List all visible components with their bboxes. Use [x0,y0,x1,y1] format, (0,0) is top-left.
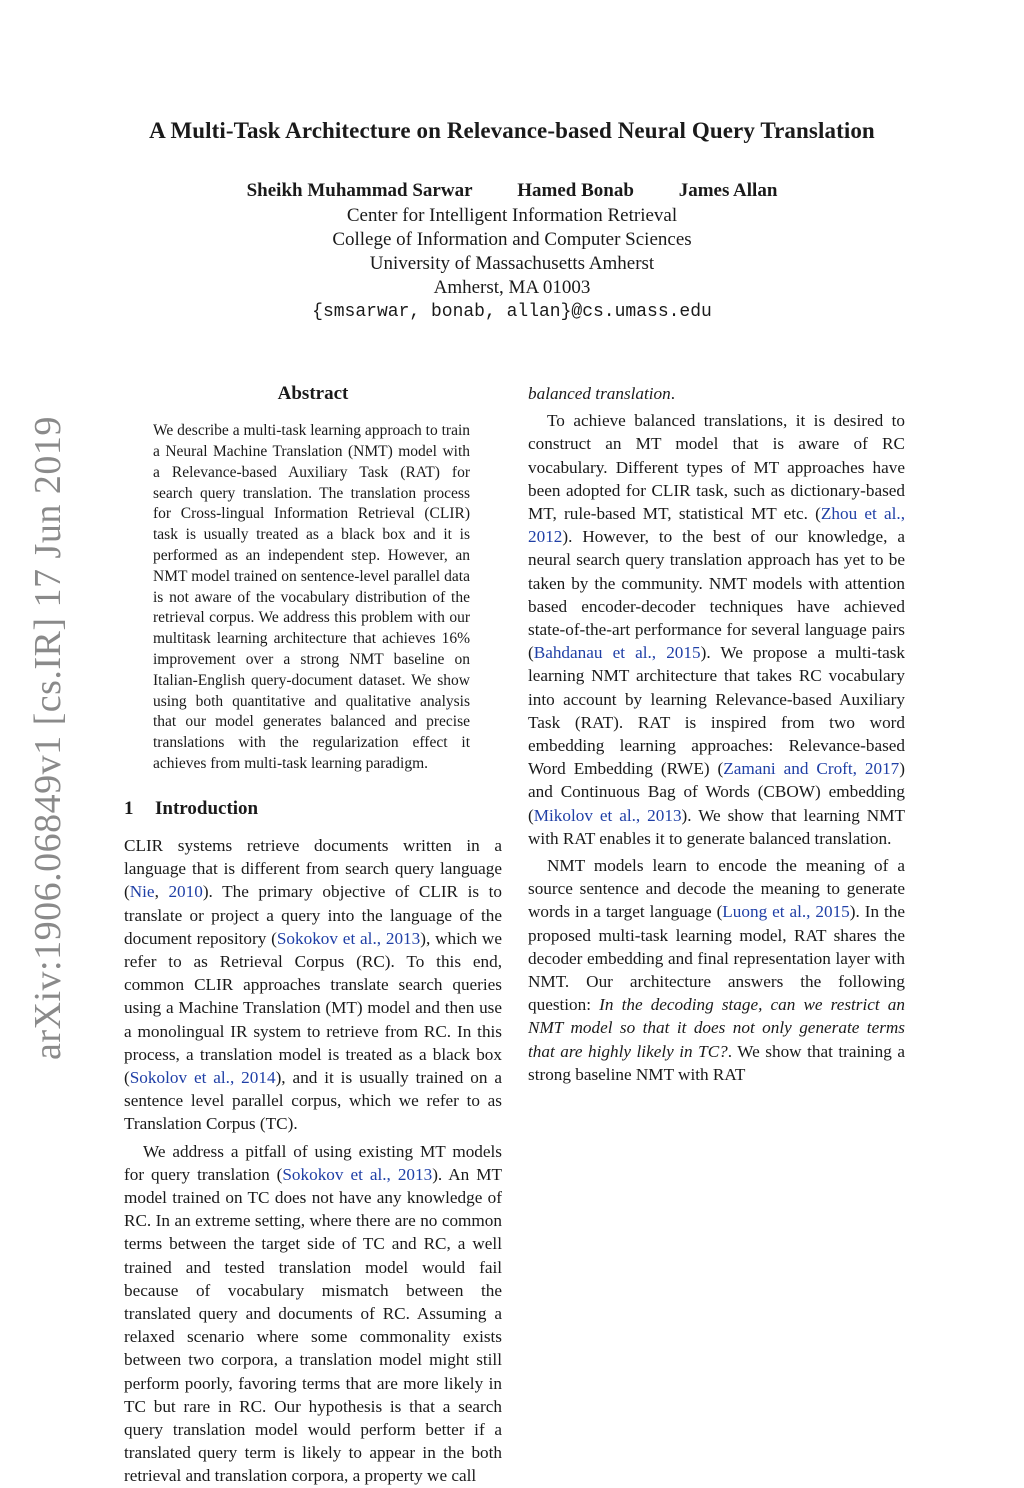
affiliation-line: Amherst, MA 01003 [433,277,591,298]
citation-link[interactable]: 2010 [168,882,203,902]
author-name: James Allan [678,180,778,201]
citation-link[interactable]: Zhou et al., 2012 [528,504,905,547]
affiliation-line: Center for Intelligent Information Retrieval [346,205,678,226]
author-name: Hamed Bonab [517,180,634,201]
paper-title: A Multi-Task Architecture on Relevance-based Neural Query Translation [149,118,875,143]
citation-link[interactable]: Bahdanau et al., 2015 [533,643,701,663]
paragraph: balanced translation. [528,384,676,403]
affiliation-line: University of Massachusetts Amherst [369,253,655,274]
paragraph: CLIR systems retrieve documents written in a language that is different from search query language (Nie, 2010). The primary objective of CLIR is to translate or project a query into the language of the document repository (Sokokov et al., 2013), which we refer to as Retrieval Corpus (RC). To this end, common CLIR approaches translate search queries using a Machine Translation (MT) model and then use a monolingual IR system to retrieve from RC. In this process, a translation model is treated as a black box (Sokolov et al., 2014), and it is usually trained on a sentence level parallel corpus, which we refer to as Translation Corpus (TC). [124,835,502,1134]
author-list [0,180,1024,202]
citation-link[interactable]: Nie [129,882,155,902]
right-column [528,382,905,1086]
citation-link[interactable]: Sokolov et al., 2014 [129,1067,276,1087]
citation-link[interactable]: Zamani and Croft, 2017 [723,759,900,779]
section-title: Introduction [155,797,259,819]
citation-link[interactable]: Sokokov et al., 2013 [282,1164,433,1184]
abstract-heading: Abstract [277,383,349,404]
paragraph: NMT models learn to encode the meaning of a source sentence and decode the meaning to generate words in a target language (Luong et al., 2015). In the proposed multi-task learning model, RAT shares the decoder embedding and final representation layer with NMT. Our architecture answers the following question: In the decoding stage, can we restrict an NMT model so that it does not only generate terms that are highly likely in TC?. We show that training a strong baseline NMT with RAT [528,856,905,1084]
affiliation-line: College of Information and Computer Sciences [332,229,692,250]
author-emails: {smsarwar, bonab, allan}@cs.umass.edu [312,302,712,322]
emphasis-text: balanced translation [528,384,671,403]
citation-link[interactable]: Luong et al., 2015 [722,902,850,922]
paragraph: To achieve balanced translations, it is desired to construct an MT model that is aware of RC vocabulary. Different types of MT approaches have been adopted for CLIR task, such as dictionary-based MT, rule-based MT, statistical MT etc. (Zhou et al., 2012). However, to the best of our knowledge, a neural search query translation approach has yet to be taken by the community. NMT models with attention based encoder-decoder techniques have achieved state-of-the-art performance for several language pairs (Bahdanau et al., 2015). We propose a multi-task learning NMT architecture that takes RC vocabulary into account by learning Relevance-based Auxiliary Task (RAT). RAT is inspired from two word embedding learning approaches: Relevance-based Word Embedding (RWE) (Zamani and Croft, 2017) and Continuous Bag of Words (CBOW) embedding (Mikolov et al., 2013). We show that learning NMT with RAT enables it to generate balanced translation. [528,411,905,848]
section-heading [124,797,502,820]
arxiv-identifier: arXiv:1906.06849v1 [cs.IR] 17 Jun 2019 [27,416,69,1060]
left-column [124,382,502,1488]
affiliation-block [0,204,1024,324]
citation-link[interactable]: Sokokov et al., 2013 [276,928,421,948]
emphasis-text: In the decoding stage, can we restrict an NMT model so that it does not only generate terms that are highly likely in TC? [528,995,905,1061]
paragraph: We address a pitfall of using existing MT models for query translation (Sokokov et al., 2013). An MT model trained on TC does not have any knowledge of RC. In an extreme setting, where there are no common terms between the target side of TC and RC, a well trained and tested translation model would fail because of vocabulary mismatch between the translated query and documents of RC. Assuming a relaxed scenario where some commonality exists between two corpora, a translation model might still perform poorly, favoring terms that are more likely in TC but rare in RC. Our hypothesis is that a search query translation model would perform better if a translated query term is likely to appear in the both retrieval and translation corpora, a property we call [124,1141,503,1486]
abstract-text: We describe a multi-task learning approach to train a Neural Machine Translation (NMT) model with a Relevance-based Auxiliary Task (RAT) for search query translation. The translation process for Cross-lingual Information Retrieval (CLIR) task is usually treated as a black box and it is performed as an independent step. However, an NMT model trained on sentence-level parallel data is not aware of the vocabulary distribution of the retrieval corpus. We address this problem with our multitask learning architecture that achieves 16% improvement over a strong NMT baseline on Italian-English query-document dataset. We show using both quantitative and qualitative analysis that our model generates balanced and precise translations with the regularization effect it achieves from multi-task learning paradigm. [153,422,470,772]
author-name: Sheikh Muhammad Sarwar [246,180,473,201]
citation-link[interactable]: Mikolov et al., 2013 [533,805,682,825]
section-number: 1 [124,797,134,819]
